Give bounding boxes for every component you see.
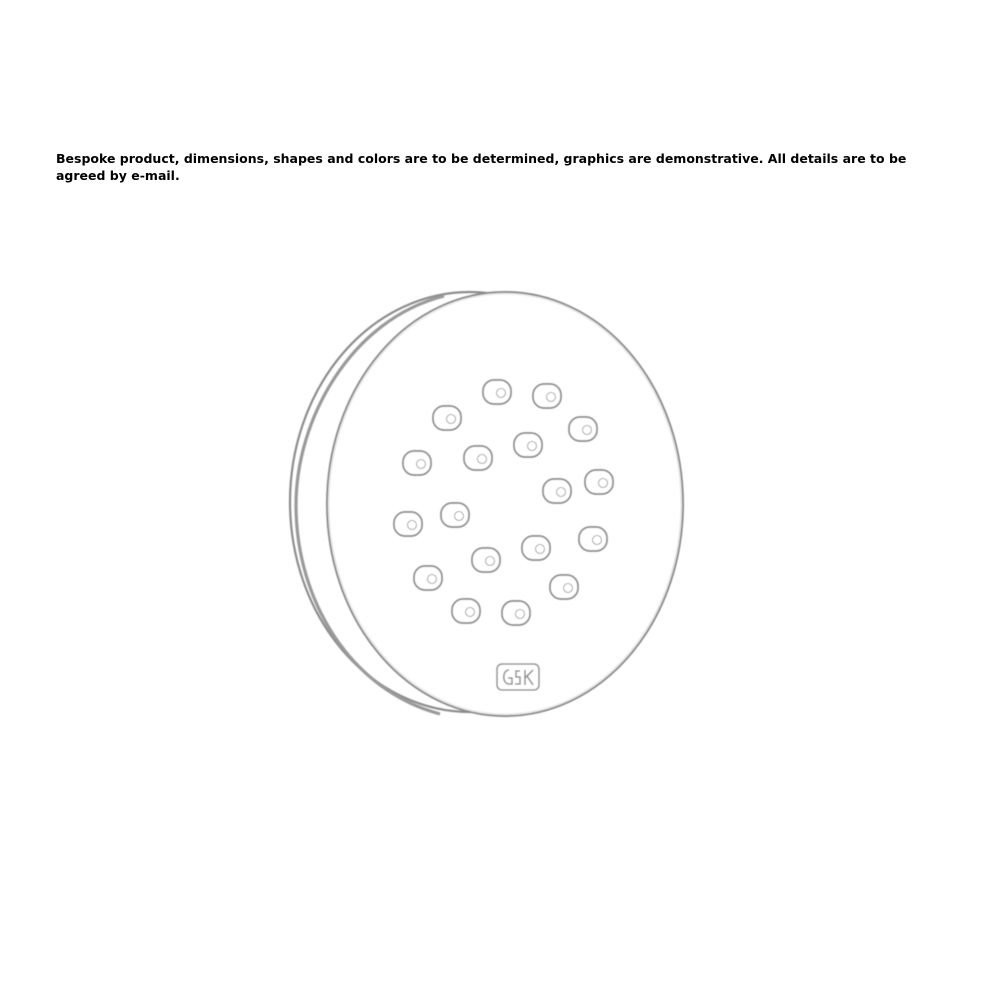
nozzle — [579, 527, 607, 551]
nozzle — [403, 451, 431, 475]
nozzle — [522, 536, 550, 560]
nozzle — [483, 380, 511, 404]
nozzle — [464, 446, 492, 470]
nozzle — [550, 575, 578, 599]
nozzle — [441, 503, 469, 527]
nozzle — [472, 548, 500, 572]
nozzle — [414, 566, 442, 590]
nozzle — [452, 599, 480, 623]
nozzle — [585, 470, 613, 494]
nozzle — [502, 601, 530, 625]
disclaimer-text: Bespoke product, dimensions, shapes and colors are to be determined, graphics are demonstrative. All details are to be agreed by e-mail. — [56, 151, 907, 183]
nozzle — [533, 384, 561, 408]
disc-body — [290, 292, 683, 716]
nozzle — [543, 479, 571, 503]
nozzle — [569, 417, 597, 441]
nozzle — [514, 433, 542, 457]
nozzle — [394, 512, 422, 536]
nozzle — [433, 406, 461, 430]
